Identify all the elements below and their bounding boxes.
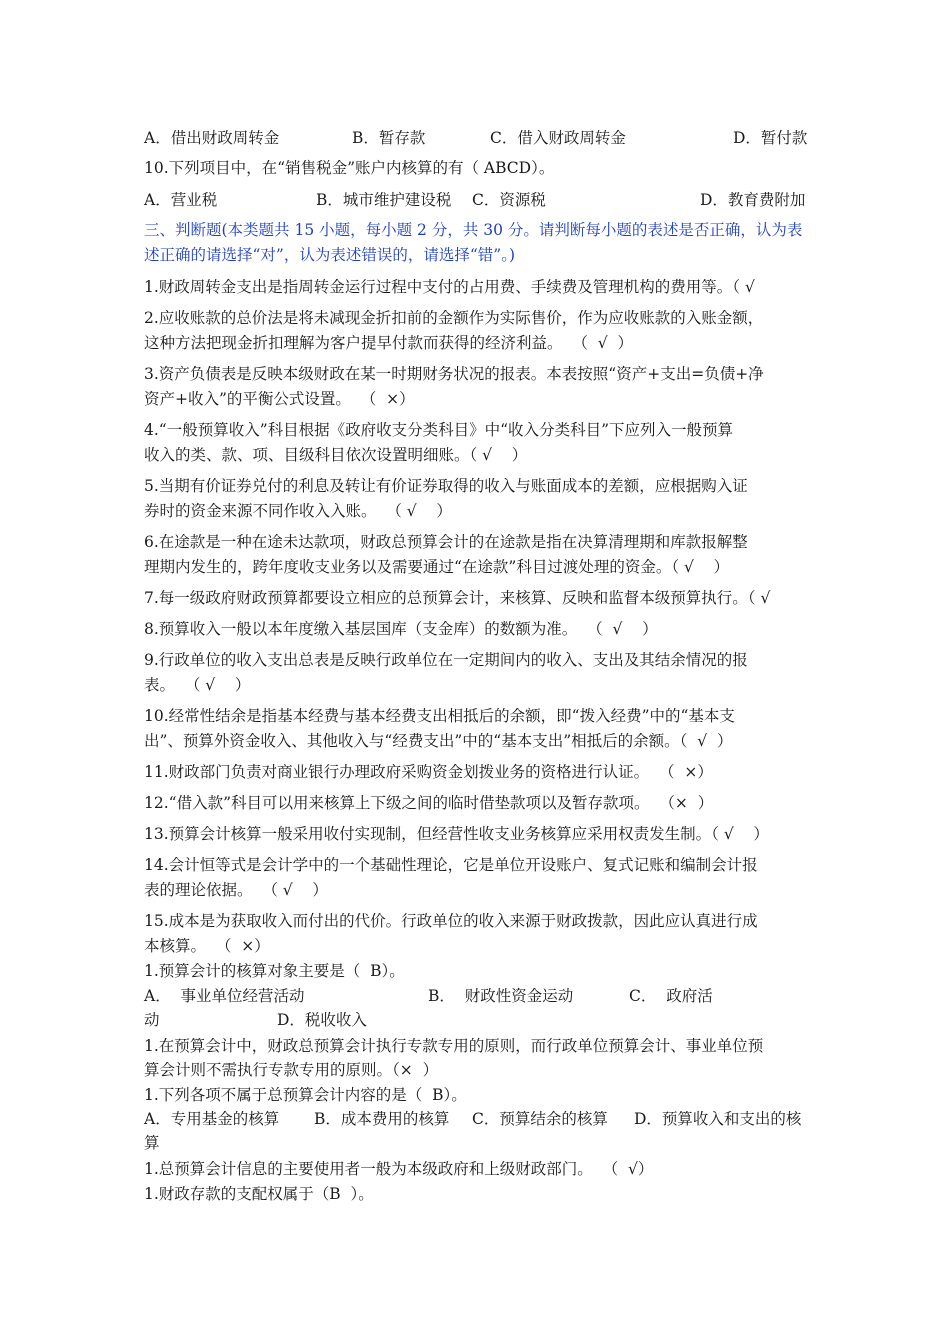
question-text: 7.每一级政府财政预算都要设立相应的总预算会计，来核算、反映和监督本级预算执行。（ √: [144, 589, 771, 607]
question-text: 1.下列各项不属于总预算会计内容的是（ B）。: [144, 1086, 467, 1104]
option-text: B．城市维护建设税: [316, 191, 452, 209]
question-text: D．税收收入: [277, 1011, 367, 1029]
question-text: 动: [144, 1011, 160, 1029]
question-text: 14.会计恒等式是会计学中的一个基础性理论，它是单位开设账户、复式记账和编制会计报: [144, 856, 758, 874]
question-text: A．专用基金的核算: [144, 1110, 280, 1128]
question-text: 2.应收账款的总价法是将未减现金折扣前的金额作为实际售价，作为应收账款的入账金额，: [144, 309, 764, 327]
question-text: C．预算结余的核算: [472, 1110, 608, 1128]
question-text: A． 事业单位经营活动: [144, 987, 305, 1005]
question-text: 算: [144, 1134, 160, 1152]
section-heading: 三、判断题(本类题共 15 小题，每小题 2 分，共 30 分。请判断每小题的表述是否正确，认为表: [144, 221, 803, 239]
question-text: B． 财政性资金运动: [428, 987, 574, 1005]
question-text: 1.总预算会计信息的主要使用者一般为本级政府和上级财政部门。 （ √）: [144, 1160, 654, 1178]
option-text: D．教育费附加: [700, 191, 806, 209]
question-text: 8.预算收入一般以本年度缴入基层国库（支金库）的数额为准。 （ √ ）: [144, 620, 658, 638]
question-text: 表。 （ √ ）: [144, 676, 251, 694]
question-text: 券时的资金来源不同作收入入账。 （ √ ）: [144, 502, 452, 520]
question-text: 1.预算会计的核算对象主要是（ B）。: [144, 962, 405, 980]
question-text: 5.当期有价证券兑付的利息及转让有价证券取得的收入与账面成本的差额，应根据购入证: [144, 477, 748, 495]
option-text: D．暂付款: [733, 129, 808, 147]
question-text: 9.行政单位的收入支出总表是反映行政单位在一定期间内的收入、支出及其结余情况的报: [144, 651, 748, 669]
question-text: 11.财政部门负责对商业银行办理政府采购资金划拨业务的资格进行认证。 （ ×）: [144, 763, 713, 781]
question-text: 3.资产负债表是反映本级财政在某一时期财务状况的报表。本表按照“资产+支出=负债+净: [144, 365, 764, 383]
question-text: 出”、预算外资金收入、其他收入与“经费支出”中的“基本支出”相抵后的余额。（ √ ）: [144, 732, 733, 750]
question-text: 资产+收入”的平衡公式设置。 （ ×）: [144, 390, 415, 408]
question-text: B．成本费用的核算: [314, 1110, 450, 1128]
option-text: C．资源税: [472, 191, 546, 209]
question-text: 理期内发生的，跨年度收支业务以及需要通过“在途款”科目过渡处理的资金。（ √ ）: [144, 558, 730, 576]
question-text: 1.财政周转金支出是指周转金运行过程中支付的占用费、手续费及管理机构的费用等。（ √: [144, 278, 755, 296]
question-text: 这种方法把现金折扣理解为客户提早付款而获得的经济利益。 （ √ ）: [144, 334, 633, 352]
question-text: 6.在途款是一种在途未达款项，财政总预算会计的在途款是指在决算清理期和库款报解整: [144, 533, 748, 551]
question-text: 本核算。 （ ×）: [144, 937, 270, 955]
section-heading: 述正确的请选择“对”，认为表述错误的，请选择“错”。): [144, 246, 515, 264]
question-text: 13.预算会计核算一般采用收付实现制，但经营性收支业务核算应采用权责发生制。（ √ ）: [144, 825, 769, 843]
option-text: A．借出财政周转金: [144, 129, 280, 147]
question-text: 10.经常性结余是指基本经费与基本经费支出相抵后的余额，即“拨入经费”中的“基本支: [144, 707, 735, 725]
question-text: 算会计则不需执行专款专用的原则。（× ）: [144, 1061, 439, 1079]
question-text: 1.财政存款的支配权属于（B ）。: [144, 1185, 374, 1203]
question-text: 15.成本是为获取收入而付出的代价。行政单位的收入来源于财政拨款，因此应认真进行成: [144, 912, 758, 930]
question-text: D．预算收入和支出的核: [634, 1110, 802, 1128]
question-text: 表的理论依据。 （ √ ）: [144, 881, 328, 899]
question-text: 12.“借入款”科目可以用来核算上下级之间的临时借垫款项以及暂存款项。 （× ）: [144, 794, 714, 812]
question-text: C． 政府活: [629, 987, 713, 1005]
question-text: 4.“一般预算收入”科目根据《政府收支分类科目》中“收入分类科目”下应列入一般预算: [144, 421, 733, 439]
option-text: A．营业税: [144, 191, 218, 209]
option-text: 10.下列项目中，在“销售税金”账户内核算的有（ ABCD）。: [144, 159, 555, 177]
question-text: 收入的类、款、项、目级科目依次设置明细账。（ √ ）: [144, 446, 528, 464]
question-text: 1.在预算会计中，财政总预算会计执行专款专用的原则，而行政单位预算会计、事业单位预: [144, 1037, 764, 1055]
option-text: C．借入财政周转金: [490, 129, 626, 147]
option-text: B．暂存款: [352, 129, 426, 147]
